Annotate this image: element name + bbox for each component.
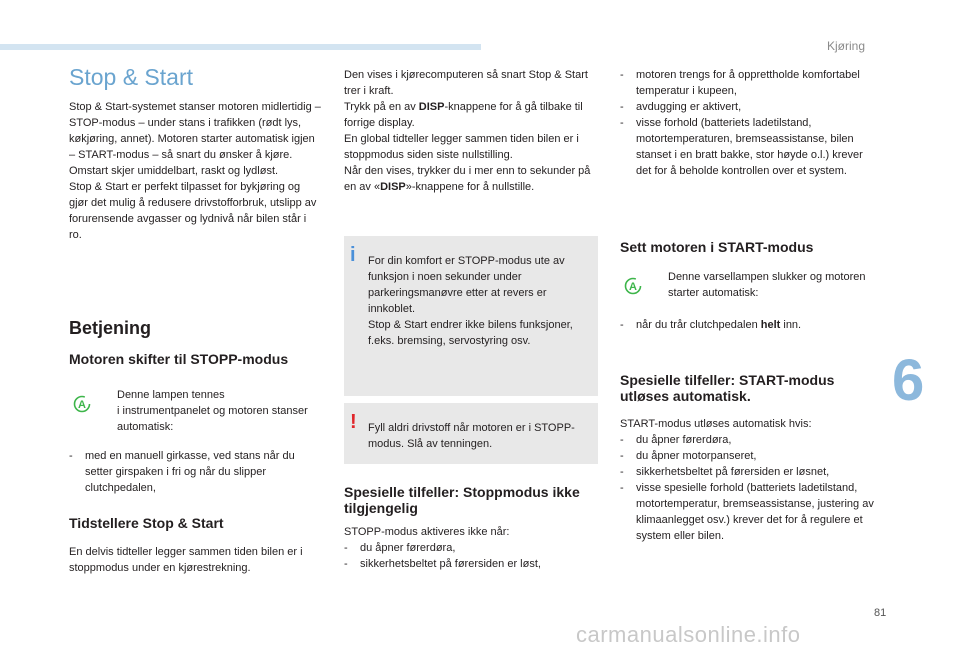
warning-note-box — [344, 403, 598, 464]
start-auto-intro: START-modus utløses automatisk hvis: — [620, 418, 812, 430]
page-title: Stop & Start — [69, 64, 194, 90]
list-item: - avdugging er aktivert, — [620, 99, 875, 115]
stop-mode-heading: Motoren skifter til STOPP-modus — [69, 351, 289, 367]
auto-stop-start-icon — [73, 395, 91, 413]
warning-icon: ! — [350, 411, 357, 433]
display-para-d: Når den vises, trykker du i mer enn to sekunder på en av «DISP»-knappene for å nullstille. — [344, 165, 591, 193]
stop-unavailable-intro: STOPP-modus aktiveres ikke når: — [344, 526, 510, 538]
list-item: - du åpner motorpanseret, — [620, 448, 875, 464]
info-icon: i — [350, 244, 356, 266]
list-item: - med en manuell girkasse, ved stans når du setter girspaken i fri og når du slipper clutchpedalen, — [69, 448, 321, 496]
start-auto-section — [620, 372, 875, 544]
page-number: 81 — [874, 607, 887, 619]
display-para-b: Trykk på en av DISP-knappene for å gå tilbake til forrige display. — [344, 101, 583, 129]
list-item: - når du trår clutchpedalen helt inn. — [620, 317, 875, 333]
auto-stop-start-icon — [624, 277, 642, 295]
warning-note-text: Fyll aldri drivstoff når motoren er i STOPP-modus. Slå av tenningen. — [368, 422, 575, 450]
intro-text: Stop & Start-systemet stanser motoren midlertidig – STOP-modus – under stans i trafikken (rødt lys, køkjøring, annet). Motoren starter automatisk igjen – START-modus – så snart du ønsker å kjøre. Omstart skjer umiddelbart, raskt og lydløst. Stop & Start er perfekt tilpasset for bykjøring og gjør det mulig å redusere drivstofforbruk, utslipp av forurensende avgasser og lydnivå når bilen står i ro. — [69, 101, 321, 241]
list-item: - sikkerhetsbeltet på førersiden er løsnet, — [620, 464, 875, 480]
section-label: Kjøring — [826, 39, 865, 53]
timer-heading: Tidstellere Stop & Start — [69, 515, 224, 531]
list-item: - du åpner førerdøra, — [344, 540, 599, 556]
stop-lamp-text: Denne lampen tennes i instrumentpanelet og motoren stanser automatisk: — [117, 389, 308, 433]
display-para-a: Den vises i kjørecomputeren så snart Stop & Start trer i kraft. — [344, 69, 588, 97]
start-lamp-text: Denne varsellampen slukker og motoren starter automatisk: — [668, 271, 866, 299]
stop-unavailable-list-continued — [620, 67, 875, 179]
list-item: - sikkerhetsbeltet på førersiden er løst, — [344, 556, 599, 572]
stop-unavailable-heading: Spesielle tilfeller: Stoppmodus ikke tilgjengelig — [344, 484, 580, 516]
header-accent-bar — [0, 44, 481, 50]
list-item: - motoren trengs for å opprettholde komfortabel temperatur i kupeen, — [620, 67, 875, 99]
start-auto-heading: Spesielle tilfeller: START-modus utløses automatisk. — [620, 372, 835, 404]
stop-conditions-list — [69, 448, 321, 496]
betjening-heading: Betjening — [69, 318, 152, 338]
list-item: - du åpner førerdøra, — [620, 432, 875, 448]
start-mode-heading: Sett motoren i START-modus — [620, 239, 814, 255]
watermark: carmanualsonline.info — [576, 622, 801, 647]
start-auto-list — [620, 432, 875, 544]
display-paragraphs — [344, 67, 599, 195]
timer-section — [69, 515, 321, 576]
svg-text:A: A — [78, 399, 86, 411]
timer-text: En delvis tidteller legger sammen tiden bilen er i stoppmodus under en kjørestrekning. — [69, 546, 303, 574]
betjening-section — [69, 318, 321, 339]
list-item: - visse forhold (batteriets ladetilstand, motortemperaturen, bremseassistanse, bilen stanset i en bratt bakke, stor høyde o.l.) krever det for å beholde kontrollen over et system. — [620, 115, 875, 179]
intro-paragraph — [69, 99, 321, 243]
start-conditions-list — [620, 317, 875, 333]
stop-unavailable-continued — [620, 67, 875, 179]
info-note-text: For din komfort er STOPP-modus ute av funksjon i noen sekunder under parkeringsmanøvre etter at revers er innkoblet. Stop & Start endrer ikke bilens funksjoner, f.eks. bremsing, servostyring osv. — [368, 255, 573, 347]
info-note-box — [344, 236, 598, 396]
list-item: - visse spesielle forhold (batteriets ladetilstand, motortemperatur, bremseassistanse, justering av klimaanlegget osv.) krever det for å regulere et system eller bilen. — [620, 480, 875, 544]
stop-mode-section — [69, 351, 321, 496]
stop-unavailable-list — [344, 540, 599, 572]
start-lamp-row — [620, 269, 875, 301]
stop-lamp-row — [69, 387, 321, 435]
stop-unavailable-section — [344, 484, 599, 572]
chapter-number: 6 — [892, 348, 925, 413]
display-para-c: En global tidteller legger sammen tiden bilen er i stoppmodus siden siste nullstilling. — [344, 133, 579, 161]
start-mode-section — [620, 239, 875, 333]
svg-text:A: A — [629, 281, 637, 293]
